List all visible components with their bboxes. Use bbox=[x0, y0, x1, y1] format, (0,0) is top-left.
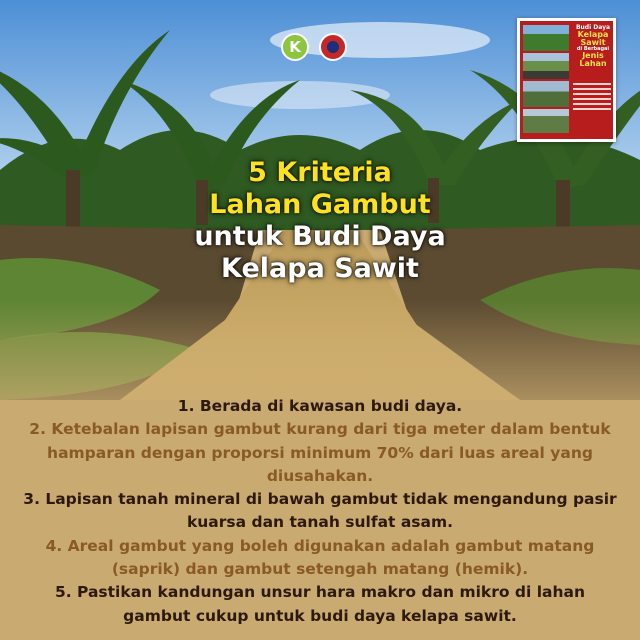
book-cover bbox=[517, 18, 616, 142]
book-title-line: Budi Daya bbox=[575, 24, 611, 31]
criteria-item: 2. Ketebalan lapisan gambut kurang dari tiga meter dalam bentuk hamparan dengan proporsi minimum 70% dari luas areal yang diusahakan. bbox=[29, 420, 611, 485]
book-title-line: Jenis Lahan bbox=[579, 51, 607, 68]
book-photo bbox=[523, 25, 569, 51]
criteria-list bbox=[20, 395, 620, 628]
book-photo bbox=[523, 109, 569, 133]
book-photo bbox=[523, 81, 569, 107]
criteria-item: 3. Lapisan tanah mineral di bawah gambut tidak mengandung pasir kuarsa dan tanah sulfat asam. bbox=[23, 490, 617, 532]
book-blurb bbox=[573, 83, 611, 113]
headline-line: Kelapa Sawit bbox=[221, 253, 419, 284]
logo-group bbox=[281, 33, 347, 61]
headline-line: 5 Kriteria bbox=[248, 157, 392, 188]
headline bbox=[0, 157, 640, 285]
book-title bbox=[572, 25, 614, 68]
k-logo-icon: K bbox=[281, 33, 309, 61]
headline-line: untuk Budi Daya bbox=[194, 221, 446, 252]
criteria-item: 1. Berada di kawasan budi daya. bbox=[177, 397, 463, 415]
criteria-item: 5. Pastikan kandungan unsur hara makro dan mikro di lahan gambut cukup untuk budi daya kelapa sawit. bbox=[54, 583, 586, 625]
book-photo bbox=[523, 53, 569, 79]
headline-line: Lahan Gambut bbox=[209, 189, 431, 220]
publisher-logo-icon bbox=[319, 33, 347, 61]
book-title-line: Kelapa Sawit bbox=[577, 30, 609, 47]
criteria-item: 4. Areal gambut yang boleh digunakan adalah gambut matang (saprik) dan gambut setengah matang (hemik). bbox=[45, 536, 595, 579]
book-title-line: di Berbagai bbox=[576, 46, 610, 52]
